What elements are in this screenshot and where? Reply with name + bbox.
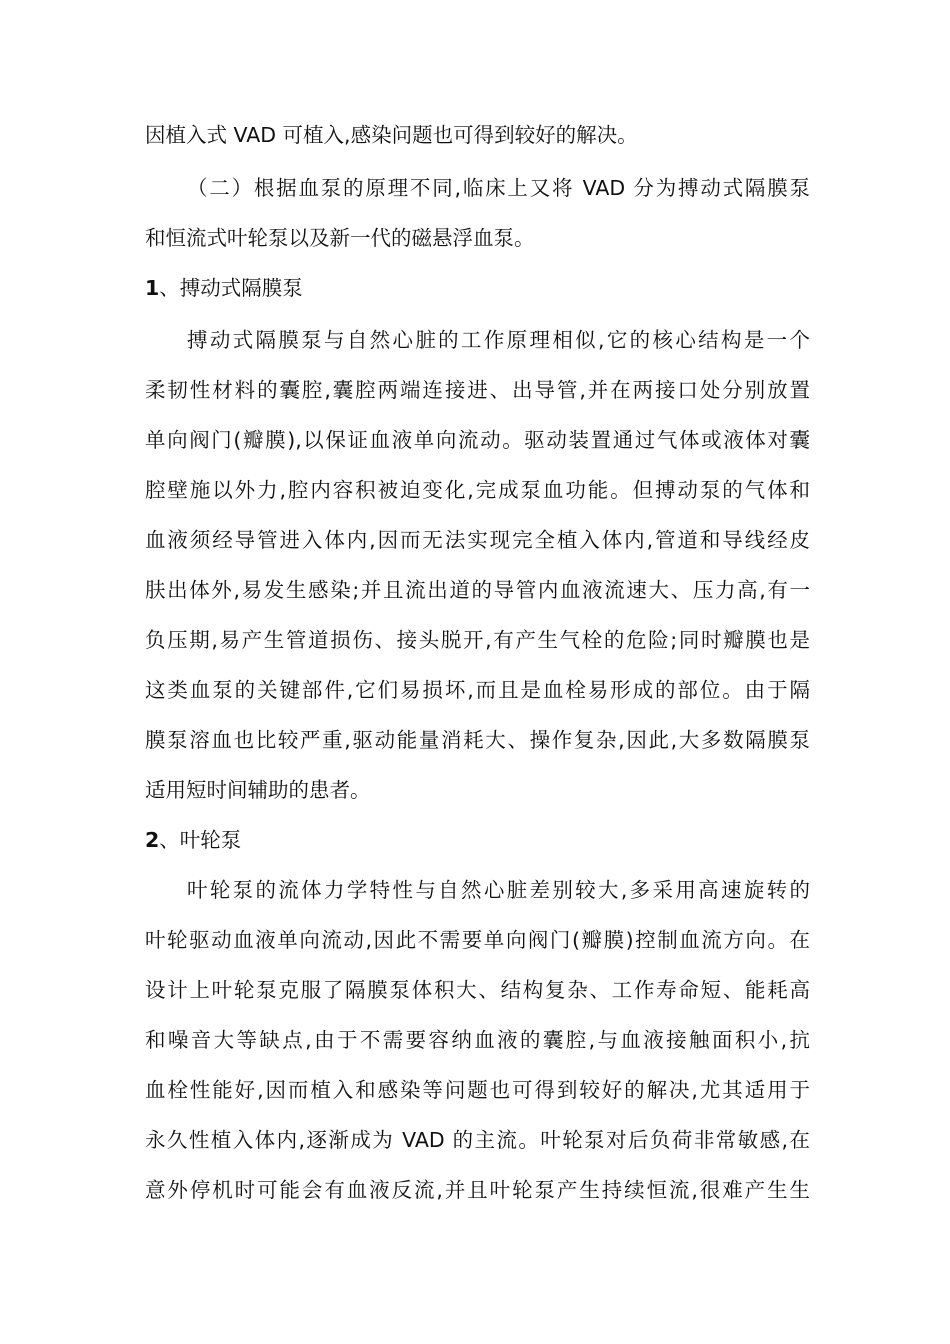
text-line: 柔韧性材料的囊腔,囊腔两端连接进、出导管,并在两接口处分别放置 [145,378,810,402]
text-line: 血液须经导管进入体内,因而无法实现完全植入体内,管道和导线经皮 [145,528,810,552]
heading-number: 2 [145,828,160,852]
heading-number: 1 [145,276,160,300]
text-line: 单向阀门(瓣膜),以保证血液单向流动。驱动装置通过气体或液体对囊 [145,428,810,452]
text-line: 血栓性能好,因而植入和感染等问题也可得到较好的解决,尤其适用于 [145,1078,810,1102]
heading-text: 、叶轮泵 [159,828,242,852]
section-heading-2 [145,828,810,852]
text-line: 这类血泵的关键部件,它们易损坏,而且是血栓易形成的部位。由于隔 [145,678,810,702]
text-line: 设计上叶轮泵克服了隔膜泵体积大、结构复杂、工作寿命短、能耗高 [145,978,810,1002]
text-line: 和恒流式叶轮泵以及新一代的磁悬浮血泵。 [145,226,535,250]
text-line: 膜泵溶血也比较严重,驱动能量消耗大、操作复杂,因此,大多数隔膜泵 [145,728,810,752]
section-heading-1 [145,276,810,300]
text-line: 和噪音大等缺点,由于不需要容纳血液的囊腔,与血液接触面积小,抗 [145,1028,810,1052]
text-line: 叶轮驱动血液单向流动,因此不需要单向阀门(瓣膜)控制血流方向。在 [145,928,810,952]
text-line: 搏动式隔膜泵与自然心脏的工作原理相似,它的核心结构是一个 [187,328,810,352]
text-line: 肤出体外,易发生感染;并且流出道的导管内血液流速大、压力高,有一 [145,578,810,602]
heading-text: 、搏动式隔膜泵 [159,276,303,300]
text-line: 意外停机时可能会有血液反流,并且叶轮泵产生持续恒流,很难产生生 [145,1178,810,1202]
text-line: 适用短时间辅助的患者。 [145,778,371,802]
text-line: （二）根据血泵的原理不同,临床上又将 VAD 分为搏动式隔膜泵 [187,176,810,200]
text-line: 腔壁施以外力,腔内容积被迫变化,完成泵血功能。但搏动泵的气体和 [145,478,810,502]
text-line: 因植入式 VAD 可植入,感染问题也可得到较好的解决。 [145,123,638,147]
text-line: 负压期,易产生管道损伤、接头脱开,有产生气栓的危险;同时瓣膜也是 [145,628,810,652]
text-line: 永久性植入体内,逐渐成为 VAD 的主流。叶轮泵对后负荷非常敏感,在 [145,1128,810,1152]
text-line: 叶轮泵的流体力学特性与自然心脏差别较大,多采用高速旋转的 [187,878,810,902]
